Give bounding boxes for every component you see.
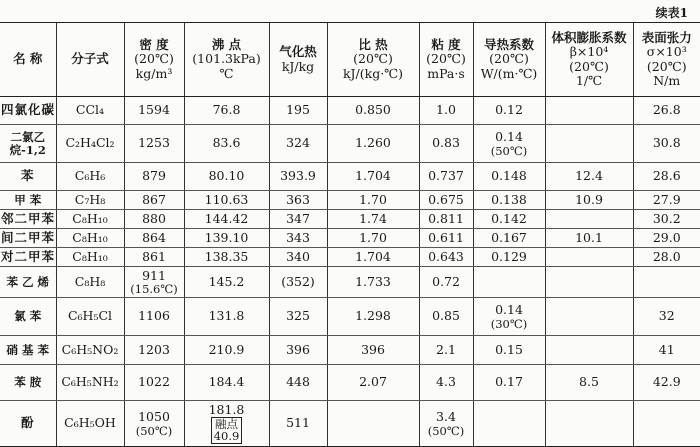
cell-value: C₈H₁₀ <box>72 210 108 226</box>
cell-density <box>124 365 184 401</box>
header-line: 粘 度 <box>431 36 461 52</box>
table-row <box>0 298 700 336</box>
table-row <box>0 229 700 248</box>
cell-value: 硝 基 苯 <box>6 342 49 357</box>
cell-value: 139.10 <box>204 229 249 245</box>
table-row <box>0 97 700 125</box>
cell-value: 325 <box>286 308 310 324</box>
cell-value: 76.8 <box>212 102 241 118</box>
cell-value: 30.8 <box>652 135 681 151</box>
cell-name <box>0 247 56 266</box>
header-line: kg/m³ <box>135 65 173 81</box>
cell-formula <box>56 210 124 229</box>
cell-value: 343 <box>286 229 310 245</box>
cell-value: 867 <box>142 192 166 208</box>
cell-value: 29.0 <box>652 229 681 245</box>
cell-surface-tension <box>633 365 700 401</box>
header-line: (20℃) <box>569 58 609 74</box>
cell-surface-tension <box>633 97 700 125</box>
cell-value: 0.14 <box>495 302 523 318</box>
cell-thermal-conductivity <box>473 125 545 163</box>
cell-value: 甲 苯 <box>14 192 42 207</box>
cell-heat-of-vaporization <box>269 125 327 163</box>
cell-value: 1.298 <box>355 308 391 324</box>
cell-value: 210.9 <box>208 341 245 357</box>
cell-value: C₆H₅NH₂ <box>61 374 119 390</box>
cell-boiling-point <box>184 210 269 229</box>
header-line: (20℃) <box>134 51 174 67</box>
table-row <box>0 163 700 191</box>
cell-value: CCl₄ <box>75 102 105 118</box>
cell-heat-of-vaporization <box>269 97 327 125</box>
cell-value: 苯 乙 烯 <box>6 274 49 289</box>
cell-formula <box>56 365 124 401</box>
cell-value: 1.74 <box>359 210 387 226</box>
cell-expansion-coefficient <box>545 125 633 163</box>
cell-expansion-coefficient <box>545 247 633 266</box>
cell-value: 80.10 <box>208 168 245 184</box>
cell-specific-heat <box>327 400 419 446</box>
cell-value: 苯 胺 <box>14 375 42 390</box>
cell-boiling-point <box>184 163 269 191</box>
cell-surface-tension <box>633 191 700 210</box>
cell-value: 911 <box>142 267 166 283</box>
header-line: 体积膨胀系数 <box>551 29 627 45</box>
cell-name <box>0 298 56 336</box>
cell-viscosity <box>419 97 473 125</box>
cell-thermal-conductivity <box>473 97 545 125</box>
cell-value: 3.4 <box>436 409 456 425</box>
table-row <box>0 210 700 229</box>
cell-viscosity <box>419 125 473 163</box>
header-surface-tension <box>633 23 700 97</box>
cell-value: 324 <box>286 135 310 151</box>
header-line: 气化热 <box>279 44 317 60</box>
cell-viscosity <box>419 365 473 401</box>
cell-expansion-coefficient <box>545 298 633 336</box>
cell-value: 间二甲苯 <box>1 229 56 245</box>
cell-note: (50℃) <box>490 143 528 158</box>
header-specific-heat <box>327 23 419 97</box>
cell-thermal-conductivity <box>473 335 545 364</box>
cell-value: 0.129 <box>491 248 527 264</box>
cell-heat-of-vaporization <box>269 191 327 210</box>
cell-value: 10.9 <box>575 192 603 208</box>
cell-heat-of-vaporization <box>269 298 327 336</box>
header-line: 沸 点 <box>211 36 242 52</box>
cell-viscosity <box>419 191 473 210</box>
cell-heat-of-vaporization <box>269 210 327 229</box>
cell-value: 396 <box>286 341 310 357</box>
table-row <box>0 247 700 266</box>
cell-boiling-point <box>184 400 269 446</box>
cell-value: 0.12 <box>495 102 523 118</box>
header-line: 分子式 <box>71 51 109 67</box>
cell-value: 8.5 <box>579 374 599 390</box>
cell-value: (352) <box>281 273 315 289</box>
cell-boiling-point <box>184 247 269 266</box>
cell-value: 1253 <box>138 135 170 151</box>
cell-specific-heat <box>327 335 419 364</box>
cell-viscosity <box>419 266 473 297</box>
cell-name <box>0 210 56 229</box>
cell-value: 0.142 <box>491 210 527 226</box>
cell-value: 1.0 <box>436 102 456 118</box>
cell-viscosity <box>419 163 473 191</box>
table-row <box>0 400 700 446</box>
cell-density <box>124 335 184 364</box>
cell-value: 1106 <box>138 308 170 324</box>
cell-surface-tension <box>633 266 700 297</box>
cell-expansion-coefficient <box>545 229 633 248</box>
cell-value: 27.9 <box>652 192 681 208</box>
header-line: kJ/kg <box>281 58 315 74</box>
cell-value: 0.17 <box>495 374 523 390</box>
header-line: N/m <box>653 72 681 88</box>
cell-specific-heat <box>327 229 419 248</box>
cell-density <box>124 125 184 163</box>
cell-formula <box>56 163 124 191</box>
cell-name <box>0 229 56 248</box>
cell-value: 0.138 <box>491 192 527 208</box>
cell-density <box>124 229 184 248</box>
cell-value: 二氯乙烷-1,2 <box>9 130 46 157</box>
cell-formula <box>56 335 124 364</box>
header-line: 比 热 <box>358 36 388 52</box>
cell-heat-of-vaporization <box>269 365 327 401</box>
cell-value: C₇H₈ <box>74 192 106 208</box>
table-row <box>0 191 700 210</box>
cell-value: 347 <box>286 210 310 226</box>
cell-value: 0.72 <box>432 273 460 289</box>
header-line: (20℃) <box>353 51 393 67</box>
cell-surface-tension <box>633 125 700 163</box>
melting-point-label: 融点 <box>214 417 238 432</box>
cell-value: 145.2 <box>208 273 245 289</box>
header-line: ℃ <box>219 65 234 81</box>
cell-heat-of-vaporization <box>269 163 327 191</box>
cell-boiling-point <box>184 298 269 336</box>
header-line: σ×10³ <box>646 44 687 60</box>
table-row <box>0 125 700 163</box>
table-row <box>0 335 700 364</box>
cell-value: 10.1 <box>575 229 603 245</box>
physical-properties-table <box>0 22 700 447</box>
cell-value: 1.704 <box>355 248 391 264</box>
cell-viscosity <box>419 229 473 248</box>
header-line: (20℃) <box>646 58 687 74</box>
cell-specific-heat <box>327 298 419 336</box>
cell-value: 12.4 <box>575 168 603 184</box>
header-thermal-conductivity <box>473 23 545 97</box>
cell-expansion-coefficient <box>545 266 633 297</box>
cell-formula <box>56 400 124 446</box>
cell-note: (50℃) <box>135 423 173 438</box>
cell-value: 144.42 <box>204 210 249 226</box>
cell-value: 393.9 <box>280 168 316 184</box>
cell-expansion-coefficient <box>545 163 633 191</box>
cell-value: 28.6 <box>652 168 681 184</box>
cell-name <box>0 266 56 297</box>
header-line: 1/℃ <box>575 72 603 88</box>
cell-expansion-coefficient <box>545 400 633 446</box>
cell-value: 1.70 <box>359 192 387 208</box>
cell-name <box>0 191 56 210</box>
cell-value: 1.70 <box>359 229 387 245</box>
cell-specific-heat <box>327 191 419 210</box>
cell-formula <box>56 229 124 248</box>
cell-name <box>0 97 56 125</box>
cell-expansion-coefficient <box>545 365 633 401</box>
cell-surface-tension <box>633 229 700 248</box>
cell-value: C₈H₁₀ <box>72 229 108 245</box>
cell-specific-heat <box>327 210 419 229</box>
cell-value: 1.704 <box>355 168 391 184</box>
cell-value: 181.8 <box>208 402 245 417</box>
header-boiling-point <box>184 23 269 97</box>
cell-boiling-point <box>184 229 269 248</box>
cell-value: 880 <box>142 210 166 226</box>
cell-surface-tension <box>633 298 700 336</box>
cell-value: 340 <box>286 248 310 264</box>
cell-name <box>0 163 56 191</box>
cell-formula <box>56 97 124 125</box>
cell-density <box>124 97 184 125</box>
cell-value: 1.733 <box>355 273 391 289</box>
cell-density <box>124 191 184 210</box>
cell-value: 1203 <box>138 341 170 357</box>
cell-heat-of-vaporization <box>269 266 327 297</box>
cell-value: 42.9 <box>652 374 681 390</box>
cell-value: 26.8 <box>652 102 681 118</box>
cell-value: 32 <box>658 308 675 324</box>
cell-specific-heat <box>327 97 419 125</box>
cell-viscosity <box>419 335 473 364</box>
cell-value: 2.1 <box>436 341 456 357</box>
cell-boiling-point <box>184 335 269 364</box>
header-line: (101.3kPa) <box>192 51 261 67</box>
cell-surface-tension <box>633 163 700 191</box>
header-expansion-coefficient <box>545 23 633 97</box>
cell-heat-of-vaporization <box>269 247 327 266</box>
cell-value: 0.15 <box>495 341 523 357</box>
cell-value: 0.14 <box>495 129 523 145</box>
cell-value: 396 <box>361 341 385 357</box>
header-line: (20℃) <box>489 51 529 67</box>
cell-value: 0.643 <box>428 248 464 264</box>
cell-density <box>124 298 184 336</box>
cell-value: 对二甲苯 <box>1 248 56 264</box>
cell-formula <box>56 125 124 163</box>
cell-name <box>0 400 56 446</box>
cell-specific-heat <box>327 163 419 191</box>
table-row <box>0 365 700 401</box>
cell-value: 0.850 <box>355 102 391 118</box>
cell-value: 氯 苯 <box>14 309 42 324</box>
cell-viscosity <box>419 298 473 336</box>
cell-thermal-conductivity <box>473 365 545 401</box>
cell-value: 861 <box>142 248 166 264</box>
cell-expansion-coefficient <box>545 335 633 364</box>
cell-formula <box>56 247 124 266</box>
cell-value: 2.07 <box>359 374 387 390</box>
cell-value: 邻二甲苯 <box>1 210 56 226</box>
cell-thermal-conductivity <box>473 229 545 248</box>
cell-viscosity <box>419 247 473 266</box>
header-name <box>0 23 56 97</box>
cell-value: 138.35 <box>204 248 249 264</box>
cell-specific-heat <box>327 125 419 163</box>
header-density <box>124 23 184 97</box>
cell-value: 110.63 <box>204 192 249 208</box>
cell-value: 879 <box>142 168 166 184</box>
cell-thermal-conductivity <box>473 210 545 229</box>
cell-note: (30℃) <box>490 316 528 331</box>
cell-thermal-conductivity <box>473 266 545 297</box>
table-row <box>0 266 700 297</box>
cell-density <box>124 163 184 191</box>
cell-value: C₆H₅OH <box>64 415 116 431</box>
cell-value: 0.737 <box>428 168 464 184</box>
cell-boiling-point <box>184 125 269 163</box>
cell-value: 511 <box>286 415 310 431</box>
cell-thermal-conductivity <box>473 247 545 266</box>
cell-thermal-conductivity <box>473 400 545 446</box>
header-line: β×10⁴ <box>569 44 609 60</box>
header-line: mPa·s <box>427 65 465 81</box>
cell-note: (50℃) <box>427 423 465 438</box>
cell-value: 30.2 <box>652 210 681 226</box>
cell-value: C₆H₆ <box>74 168 106 184</box>
cell-thermal-conductivity <box>473 163 545 191</box>
cell-value: 0.148 <box>491 168 527 184</box>
cell-boiling-point <box>184 266 269 297</box>
header-formula <box>56 23 124 97</box>
cell-expansion-coefficient <box>545 210 633 229</box>
cell-heat-of-vaporization <box>269 335 327 364</box>
cell-value: 28.0 <box>652 248 681 264</box>
cell-value: 0.167 <box>491 229 527 245</box>
cell-viscosity <box>419 210 473 229</box>
header-line: 表面张力 <box>641 29 692 45</box>
cell-name <box>0 335 56 364</box>
cell-name <box>0 125 56 163</box>
cell-thermal-conductivity <box>473 191 545 210</box>
cell-thermal-conductivity <box>473 298 545 336</box>
cell-value: C₈H₁₀ <box>72 248 108 264</box>
cell-value: C₈H₈ <box>74 273 106 289</box>
cell-value: 131.8 <box>208 308 245 324</box>
header-heat-of-vaporization <box>269 23 327 97</box>
cell-boiling-point <box>184 191 269 210</box>
cell-viscosity <box>419 400 473 446</box>
cell-specific-heat <box>327 266 419 297</box>
header-row <box>0 23 700 97</box>
header-line: 导热系数 <box>483 36 534 52</box>
cell-value: 41 <box>658 341 675 357</box>
cell-expansion-coefficient <box>545 97 633 125</box>
cell-value: 1.260 <box>355 135 391 151</box>
cell-density <box>124 266 184 297</box>
cell-value: 448 <box>286 374 310 390</box>
cell-value: C₂H₄Cl₂ <box>65 135 115 151</box>
cell-value: 184.4 <box>208 374 245 390</box>
header-line: kJ/(kg·℃) <box>342 65 404 81</box>
cell-value: 195 <box>286 102 310 118</box>
table-caption: 续表1 <box>655 6 688 20</box>
cell-density <box>124 210 184 229</box>
header-line: W/(m·℃) <box>480 65 538 81</box>
cell-value: 0.85 <box>432 308 460 324</box>
cell-surface-tension <box>633 335 700 364</box>
melting-point-value: 40.9 <box>213 429 240 444</box>
cell-value: 1050 <box>138 409 170 425</box>
cell-specific-heat <box>327 247 419 266</box>
cell-specific-heat <box>327 365 419 401</box>
cell-value: C₆H₅NO₂ <box>61 341 119 357</box>
melting-point-note <box>211 417 243 443</box>
cell-value: 864 <box>142 229 166 245</box>
cell-value: 83.6 <box>212 135 241 151</box>
cell-value: 四氯化碳 <box>1 102 56 118</box>
cell-boiling-point <box>184 97 269 125</box>
cell-value: 1022 <box>138 374 170 390</box>
header-line: (20℃) <box>426 51 466 67</box>
cell-surface-tension <box>633 210 700 229</box>
cell-formula <box>56 266 124 297</box>
cell-density <box>124 400 184 446</box>
cell-value: 酚 <box>20 415 35 431</box>
cell-expansion-coefficient <box>545 191 633 210</box>
cell-formula <box>56 191 124 210</box>
cell-value: 苯 <box>20 168 35 184</box>
header-viscosity <box>419 23 473 97</box>
cell-note: (15.6℃) <box>130 282 178 297</box>
cell-value: 0.811 <box>428 210 464 226</box>
cell-surface-tension <box>633 400 700 446</box>
header-line: 密 度 <box>139 36 169 52</box>
cell-heat-of-vaporization <box>269 229 327 248</box>
cell-formula <box>56 298 124 336</box>
cell-value: 363 <box>286 192 310 208</box>
cell-value: 1594 <box>138 102 170 118</box>
header-line: 名 称 <box>13 51 43 67</box>
cell-boiling-point <box>184 365 269 401</box>
cell-surface-tension <box>633 247 700 266</box>
cell-name <box>0 365 56 401</box>
cell-value: C₆H₅Cl <box>67 308 113 324</box>
cell-value: 0.675 <box>428 192 464 208</box>
cell-density <box>124 247 184 266</box>
cell-heat-of-vaporization <box>269 400 327 446</box>
cell-value: 0.611 <box>428 229 464 245</box>
cell-value: 0.83 <box>432 135 460 151</box>
cell-value: 4.3 <box>436 374 456 390</box>
